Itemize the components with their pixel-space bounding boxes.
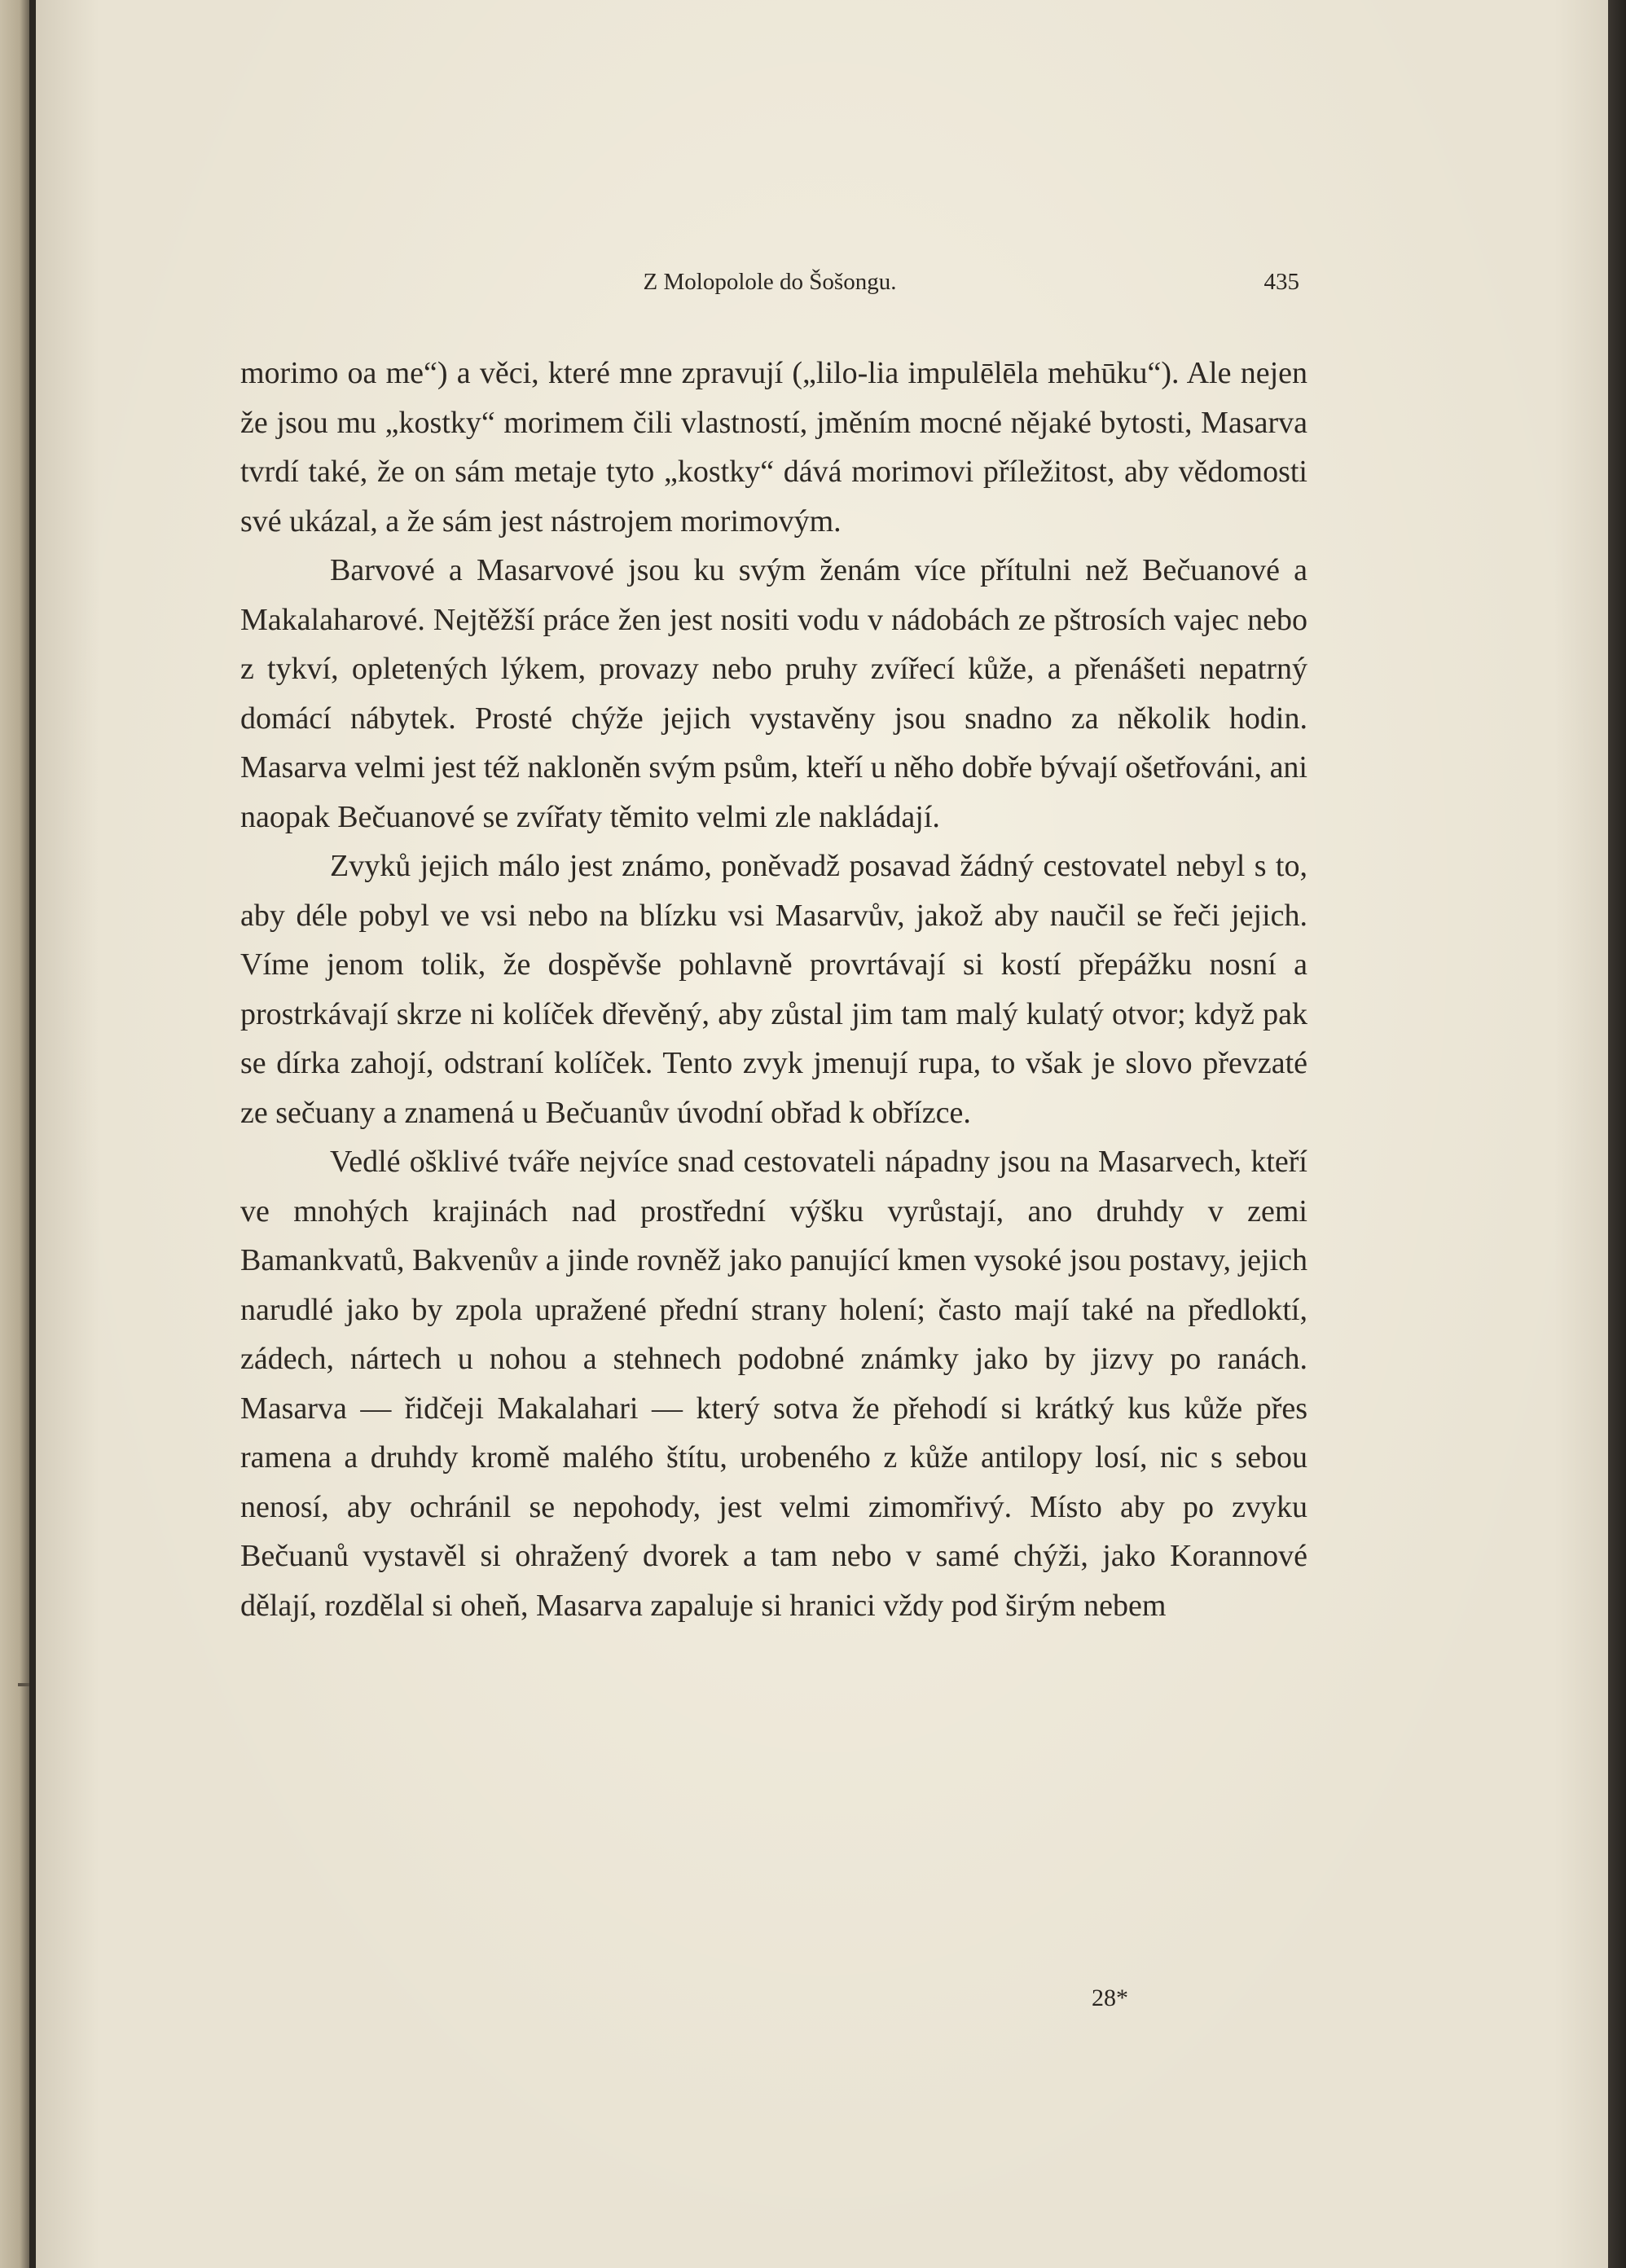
paragraph-4: Vedlé ošklivé tváře nejvíce snad cestovateli nápadny jsou na Masarvech, kteří ve mnohých krajinách nad prostřední výšku vyrůstají, ano druhdy v zemi Bamankvatů, Bakvenův a jinde rovněž jako panující kmen vysoké jsou postavy, jejich narudlé jako by zpola upražené přední strany holení; často mají také na předloktí, zádech, nártech u nohou a stehnech podobné známky jako by jizvy po ranách. Masarva — řidčeji Makalahari — který sotva že přehodí si krátký kus kůže přes ramena a druhdy kromě malého štítu, urobeného z kůže antilopy losí, nic s sebou nenosí, aby ochránil se nepohody, jest velmi zimomřivý. Místo aby po zvyku Bečuanů vystavěl si ohražený dvorek a tam nebo v samé chýži, jako Korannové dělají, rozdělal si oheň, Masarva zapaluje si hranici vždy pod širým nebem <box>240 1145 1307 1623</box>
paragraph-2: Barvové a Masarvové jsou ku svým ženám více přítulni než Bečuanové a Makalaharové. Nejtěžší práce žen jest nositi vodu v nádobách ze pštrosích vajec nebo z tykví, opletených lýkem, provazy nebo pruhy zvířecí kůže, a přenášeti nepatrný domácí nábytek. Prosté chýže jejich vystavěny jsou snadno za několik hodin. Masarva velmi jest též nakloněn svým psům, kteří u něho dobře bývají ošetřováni, ani naopak Bečuanové se zvířaty těmito velmi zle nakládají. <box>240 553 1307 834</box>
body-text <box>240 349 1307 1630</box>
page-number: 435 <box>1263 269 1299 295</box>
page-right-edge <box>1608 0 1626 2268</box>
paragraph-1: morimo oa me“) a věci, které mne zpravují („lilo-lia impulēlēla mehūku“). Ale nejen že jsou mu „kostky“ morimem čili vlastností, jměním mocné nějaké bytosti, Masarva tvrdí také, že on sám metaje tyto „kostky“ dává morimovi příležitost, aby vědomosti své ukázal, a že sám jest nástrojem morimovým. <box>240 356 1307 538</box>
paragraph-3: Zvyků jejich málo jest známo, poněvadž posavad žádný cestovatel nebyl s to, aby déle pobyl ve vsi nebo na blízku vsi Masarvův, jakož aby naučil se řeči jejich. Víme jenom tolik, že dospěvše pohlavně provrtávají si kostí přepážku nosní a prostrkávají skrze ni kolíček dřevěný, aby zůstal jim tam malý kulatý otvor; když pak se dírka zahojí, odstraní kolíček. Tento zvyk jmenují rupa, to však je slovo převzaté ze sečuany a znamená u Bečuanův úvodní obřad k obřízce. <box>240 849 1307 1130</box>
binding-edge <box>29 0 36 2268</box>
printer-signature-mark: 28* <box>1092 1984 1128 2011</box>
gutter-mark <box>18 1683 29 1686</box>
page-header <box>240 269 1299 301</box>
running-title: Z Molopolole do Šošongu. <box>643 269 897 295</box>
